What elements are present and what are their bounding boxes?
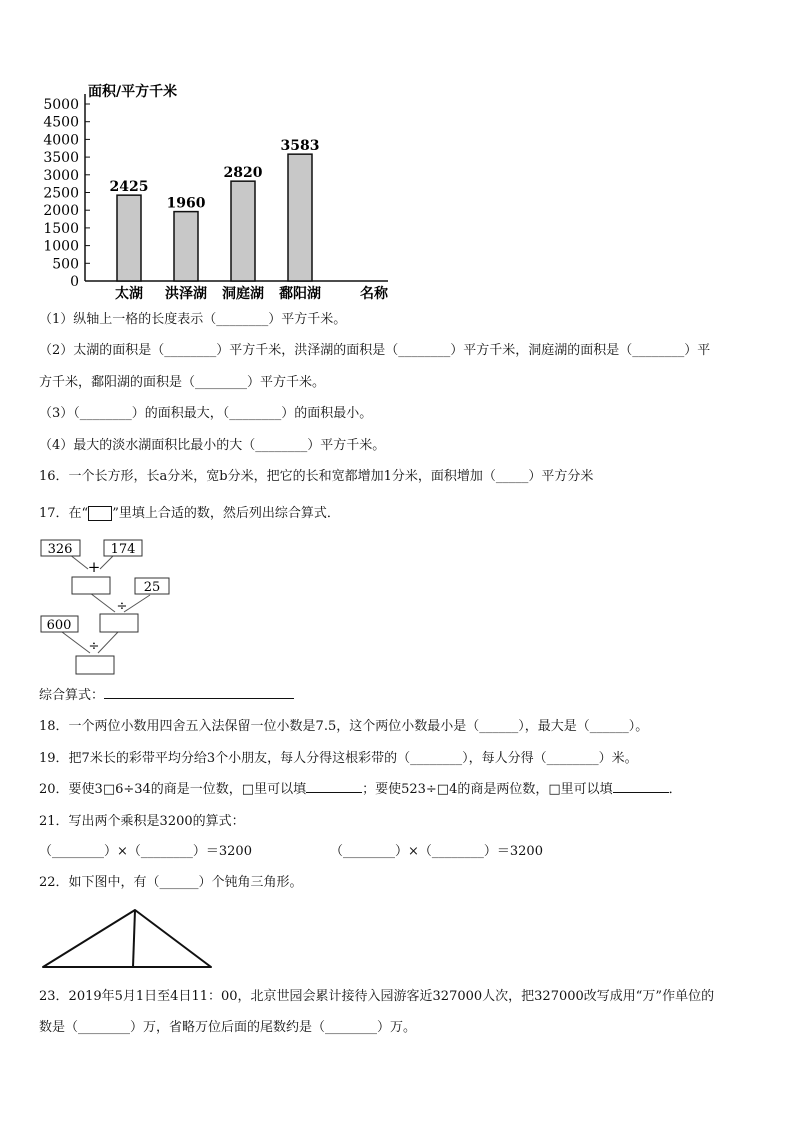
bar-3 (231, 181, 255, 281)
divide-operator-2: ÷ (88, 639, 100, 654)
q20-blank-1[interactable] (306, 780, 362, 793)
bar-value-label: 2820 (223, 165, 263, 182)
bar-value-label: 2425 (109, 179, 149, 196)
formula-label: 综合算式： (39, 688, 105, 703)
calculation-tree (0, 530, 200, 680)
x-tick-label: 洞庭湖 (222, 286, 264, 302)
bar-value-label: 1960 (166, 195, 206, 212)
y-tick-label: 1000 (43, 238, 79, 255)
value-174: 174 (110, 542, 136, 557)
formula-blank[interactable] (104, 686, 294, 699)
answer-box-3[interactable] (76, 656, 114, 674)
q17-text-after: ”里填上合适的数，然后列出综合算式． (112, 506, 340, 521)
y-axis-label: 面积/平方千米 (88, 84, 178, 100)
y-tick-label: 5000 (43, 97, 79, 113)
y-tick-label: 0 (70, 274, 79, 290)
y-tick-label: 3500 (43, 150, 79, 167)
x-tick-label: 鄱阳湖 (279, 286, 321, 302)
y-tick-label: 2000 (43, 203, 79, 220)
bar-2 (174, 212, 198, 281)
q15-part2-line2: 方千米，鄱阳湖的面积是（________）平方千米。 (39, 375, 326, 390)
q21-equation-1: （________）×（________）＝3200 (39, 844, 252, 859)
x-tick-label: 太湖 (115, 286, 143, 302)
q15-part1: （1）纵轴上一格的长度表示（________）平方千米。 (39, 312, 347, 327)
q20-part-b: ；要使523÷□4的商是两位数，□里可以填 (362, 782, 613, 797)
obtuse-triangle-figure (0, 900, 794, 980)
y-tick-label: 3000 (43, 167, 79, 184)
q23-line2: 数是（________）万，省略万位后面的尾数约是（________）万。 (39, 1020, 417, 1035)
x-axis-label: 名称 (360, 286, 388, 302)
q15-part3: （3）（________）的面积最大，（________）的面积最小。 (39, 406, 373, 421)
q20-part-c: ． (668, 782, 682, 797)
value-25: 25 (143, 580, 161, 595)
divide-operator-1: ÷ (116, 599, 128, 614)
q23-line1: 23．2019年5月1日至4日11：00，北京世园会累计接待入园游客近327000人次，把327000改写成用“万”作单位的 (39, 989, 715, 1004)
bar-1 (117, 195, 141, 281)
x-tick-label: 洪泽湖 (165, 286, 207, 302)
q15-part2-line1: （2）太湖的面积是（________）平方千米，洪泽湖的面积是（________）平方千米，洞庭湖的面积是（________）平 (39, 343, 711, 358)
y-tick-label: 2500 (43, 185, 79, 202)
plus-operator: + (87, 558, 101, 576)
q20-text (39, 780, 682, 800)
y-tick-label: 4500 (43, 114, 79, 131)
bar-4 (288, 154, 312, 281)
q19-text: 19．把7米长的彩带平均分给3个小朋友，每人分得这根彩带的（________），每人分得（________）米。 (39, 751, 638, 766)
lake-area-chart (0, 0, 794, 310)
q20-part-a: 20．要使3□6÷34的商是一位数，□里可以填 (39, 782, 307, 797)
q15-part4: （4）最大的淡水湖面积比最小的大（________）平方千米。 (39, 438, 386, 453)
answer-box-sample (88, 506, 112, 521)
answer-box-2[interactable] (100, 614, 138, 632)
q16-text: 16．一个长方形，长a分米，宽b分米，把它的长和宽都增加1分米，面积增加（_____）平方分米 (39, 469, 594, 484)
q20-blank-2[interactable] (613, 780, 669, 793)
q21-text: 21．写出两个乘积是3200的算式： (39, 814, 245, 829)
y-tick-label: 4000 (43, 132, 79, 149)
value-326: 326 (47, 542, 73, 557)
q17-formula (39, 686, 294, 706)
bar-value-label: 3583 (280, 138, 320, 155)
q22-text: 22．如下图中，有（______）个钝角三角形。 (39, 875, 303, 890)
answer-box-1[interactable] (72, 577, 110, 594)
y-tick-label: 1500 (43, 220, 79, 237)
q21-equation-2: （________）×（________）＝3200 (330, 844, 543, 859)
q17-text (39, 504, 340, 524)
q18-text: 18．一个两位小数用四舍五入法保留一位小数是7.5，这个两位小数最小是（______），最大是（______）。 (39, 719, 649, 734)
q17-text-before: 17．在“ (39, 506, 89, 521)
value-600: 600 (46, 618, 72, 633)
y-tick-label: 500 (52, 256, 79, 273)
